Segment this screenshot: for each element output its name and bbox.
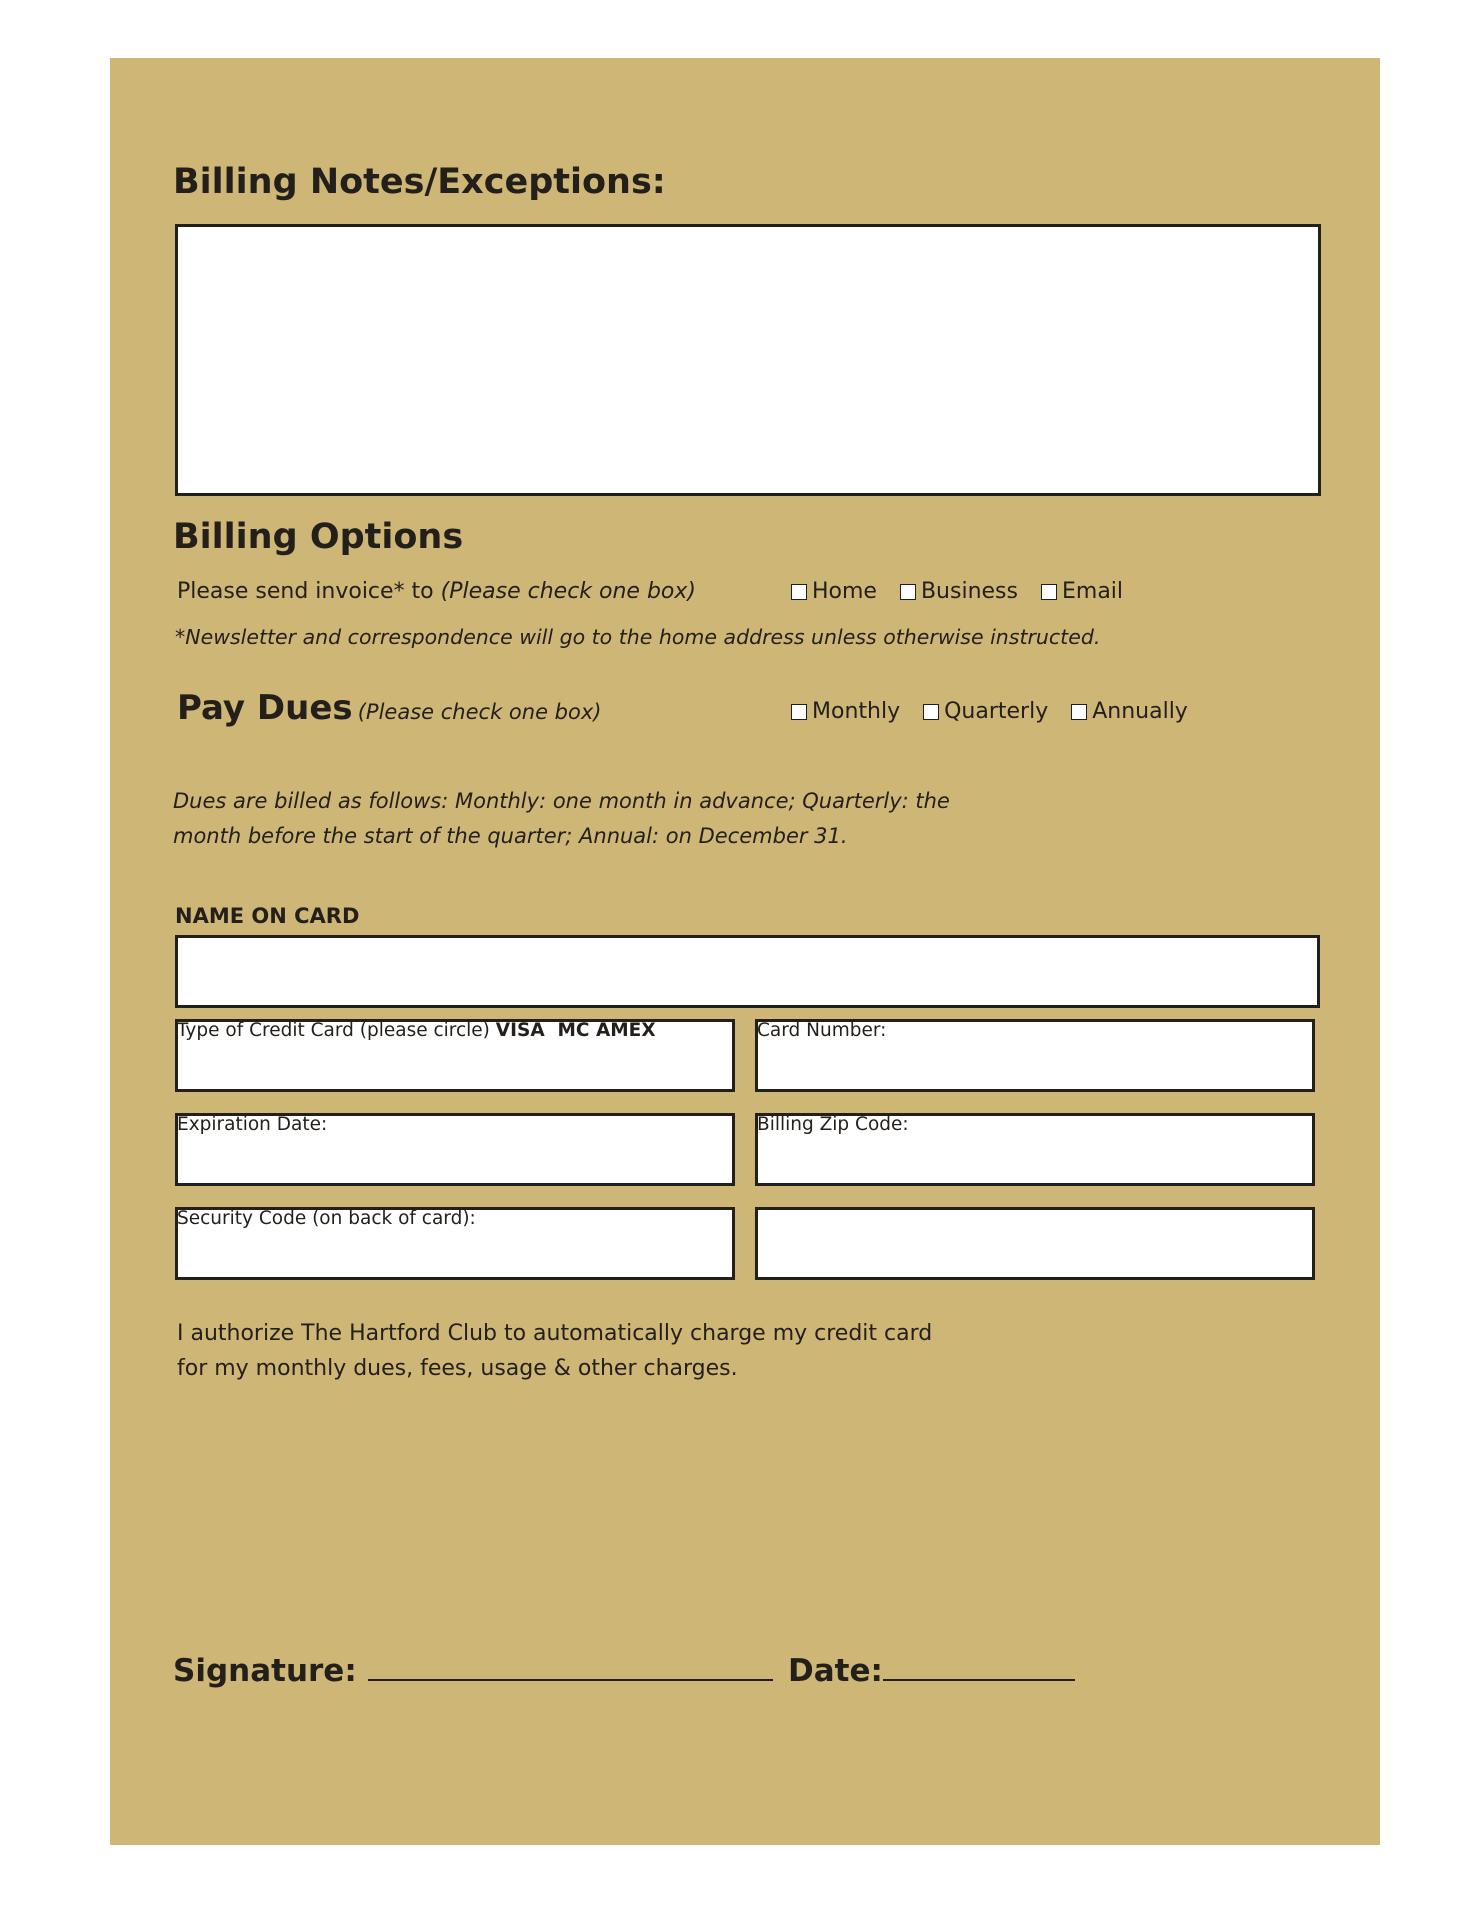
date-label: Date: <box>788 1653 883 1689</box>
dues-options <box>791 699 1211 724</box>
card-type-label <box>177 1020 656 1041</box>
billing-zip-field[interactable] <box>755 1113 1315 1186</box>
email-checkbox[interactable] <box>1041 584 1057 600</box>
home-label: Home <box>812 579 877 604</box>
annually-checkbox[interactable] <box>1071 704 1087 720</box>
home-checkbox[interactable] <box>791 584 807 600</box>
billing-zip-label: Billing Zip Code: <box>757 1114 909 1135</box>
invoice-option-email[interactable] <box>1041 579 1123 604</box>
date-line <box>788 1653 1075 1689</box>
invoice-option-business[interactable] <box>900 579 1018 604</box>
quarterly-label: Quarterly <box>944 699 1049 724</box>
invoice-prompt-text: Please send invoice* to <box>177 579 434 604</box>
extra-blank-field[interactable] <box>755 1207 1315 1280</box>
signature-line <box>173 1653 773 1689</box>
billing-notes-heading: Billing Notes/Exceptions: <box>173 162 666 202</box>
card-type-field[interactable] <box>175 1019 735 1092</box>
email-label: Email <box>1061 579 1124 604</box>
dues-option-annually[interactable] <box>1071 699 1188 724</box>
card-number-label: Card Number: <box>757 1020 887 1041</box>
newsletter-footnote: *Newsletter and correspondence will go to the home address unless otherwise instructed. <box>175 625 1101 649</box>
security-code-label: Security Code (on back of card): <box>177 1208 476 1229</box>
name-on-card-label: NAME ON CARD <box>175 904 360 928</box>
monthly-label: Monthly <box>812 699 901 724</box>
monthly-checkbox[interactable] <box>791 704 807 720</box>
signature-label: Signature: <box>173 1653 357 1689</box>
name-on-card-field[interactable] <box>175 935 1320 1008</box>
business-label: Business <box>920 579 1018 604</box>
card-type-label-text: Type of Credit Card (please circle) <box>177 1020 490 1041</box>
signature-input-line[interactable] <box>368 1655 773 1681</box>
authorization-text: I authorize The Hartford Club to automatically charge my credit card for my monthly dues, fees, usage & other charges. <box>177 1321 933 1381</box>
dues-option-quarterly[interactable] <box>923 699 1048 724</box>
dues-billing-note: Dues are billed as follows: Monthly: one month in advance; Quarterly: the month before the start of the quarter; Annual: on December 31. <box>173 789 950 848</box>
quarterly-checkbox[interactable] <box>923 704 939 720</box>
pay-dues-heading: Pay Dues <box>177 688 353 728</box>
pay-dues-row <box>177 688 601 728</box>
invoice-options <box>791 579 1146 604</box>
dues-option-monthly[interactable] <box>791 699 900 724</box>
billing-options-heading: Billing Options <box>173 517 464 557</box>
business-checkbox[interactable] <box>900 584 916 600</box>
card-number-field[interactable] <box>755 1019 1315 1092</box>
pay-dues-hint: (Please check one box) <box>357 700 602 724</box>
expiration-date-field[interactable] <box>175 1113 735 1186</box>
invoice-option-home[interactable] <box>791 579 877 604</box>
invoice-prompt <box>177 579 696 604</box>
expiration-date-label: Expiration Date: <box>177 1114 328 1135</box>
card-type-options: VISA MC AMEX <box>495 1020 656 1041</box>
annually-label: Annually <box>1092 699 1188 724</box>
invoice-hint: (Please check one box) <box>440 579 696 604</box>
billing-notes-field[interactable] <box>175 224 1321 496</box>
date-input-line[interactable] <box>883 1655 1075 1681</box>
security-code-field[interactable] <box>175 1207 735 1280</box>
